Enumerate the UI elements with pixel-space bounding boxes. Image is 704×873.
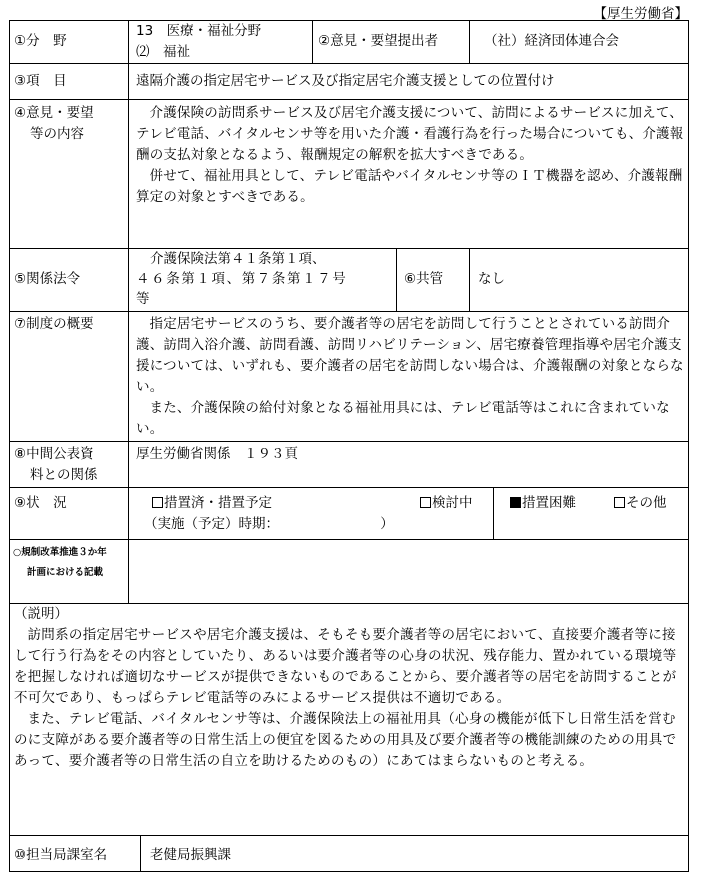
system-overview-label: ⑦制度の概要 <box>14 316 94 332</box>
explanation-paragraph: 訪問系の指定居宅サービスや居宅介護支援は、そもそも要介護者等の居宅において、直接要介護者等に接して行う行為をその内容としていたり、あるいは要介護者等の心身の状況、残存能力、置かれている環境等を把握しなければ適切なサービスが提供できないものであることから、要介護者等の居宅を訪問することが不可欠であり、もっぱらテレビ電話等のみによるサービス提供は不適切である。 <box>14 627 677 706</box>
status-option-other <box>614 493 667 514</box>
related-laws-label: ⑤関係法令 <box>14 271 81 287</box>
implementation-date: （実施（予定）時期： ） <box>144 516 394 532</box>
field-label: ①分 野 <box>14 33 67 49</box>
explanation-content <box>14 625 686 772</box>
request-label-line1: ④意見・要望 <box>14 105 94 121</box>
status-label: ⑨状 況 <box>14 495 67 511</box>
explanation-paragraph: また、テレビ電話、バイタルセンサ等は、介護保険法上の福祉用具（心身の機能が低下し日常生活を営むのに支障がある要介護者等の日常生活上の便宜を図るための用具及び要介護者等の機能訓練のための用具であって、要介護者等の日常生活の自立を助けるためのもの）にあてはまらないものと考える。 <box>14 711 677 769</box>
interim-report-label-line2: 料との関係 <box>30 467 98 483</box>
system-overview-paragraph: 指定居宅サービスのうち、要介護者等の居宅を訪問して行うこととされている訪問介護、訪問入浴介護、訪問看護、訪問リハビリテーション、居宅療養管理指導や居宅介護支援については、いずれも、要介護者の居宅を訪問しない場合は、介護報酬の対象とならない。 <box>136 316 684 395</box>
field-value-line1: 13 医療・福祉分野 <box>136 23 262 39</box>
item-value: 遠隔介護の指定居宅サービス及び指定居宅介護支援としての位置付け <box>136 73 555 89</box>
request-paragraph: 併せて、福祉用具として、テレビ電話やバイタルセンサ等のＩＴ機器を認め、介護報酬算定の対象とすべきである。 <box>136 168 683 205</box>
submitter-label: ②意見・要望提出者 <box>318 33 439 49</box>
interim-report-value: 厚生労働省関係 １９３頁 <box>136 446 298 462</box>
status-option-label: 措置困難 <box>522 495 576 511</box>
request-paragraph: 介護保険の訪問系サービス及び居宅介護支援について、訪問によるサービスに加えて、テレビ電話、バイタルセンサ等を用いた介護・看護行為を行った場合についても、介護報酬の支払対象となるよう、報酬規定の解釈を拡大すべきである。 <box>136 105 684 163</box>
interim-report-label-line1: ⑧中間公表資 <box>14 446 94 462</box>
status-option-difficult <box>510 493 576 514</box>
joint-jurisdiction-value: なし <box>478 271 505 287</box>
status-option-label: その他 <box>626 495 667 511</box>
request-label-line2: 等の内容 <box>30 126 84 142</box>
status-option-label: 措置済・措置予定 <box>164 495 272 511</box>
ministry-label: 【厚生労働省】 <box>593 6 688 22</box>
system-overview-paragraph: また、介護保険の給付対象となる福祉用具には、テレビ電話等はこれに含まれていない。 <box>136 400 670 437</box>
checkbox-empty-icon <box>614 497 625 508</box>
request-content <box>136 103 684 208</box>
plan-label-line1: ○規制改革推進３か年 <box>13 547 107 558</box>
department-label: ⑩担当局課室名 <box>14 847 108 863</box>
status-option-label: 検討中 <box>432 495 473 511</box>
submitter-value: （社）経済団体連合会 <box>484 33 619 49</box>
checkbox-empty-icon <box>152 497 163 508</box>
joint-jurisdiction-label: ⑥共管 <box>404 271 444 287</box>
status-option-implemented <box>152 493 272 514</box>
system-overview-content <box>136 314 684 440</box>
checkbox-empty-icon <box>420 497 431 508</box>
related-laws-line2: ４６条第１項、第７条第１７号 <box>136 271 348 287</box>
item-label: ③項 目 <box>14 73 67 89</box>
checkbox-filled-icon <box>510 497 521 508</box>
status-option-under-review <box>420 493 473 514</box>
related-laws-line3: 等 <box>136 291 150 307</box>
department-value: 老健局振興課 <box>150 847 231 863</box>
related-laws-line1: 介護保険法第４１条第１項、 <box>150 251 326 267</box>
field-value-line2: ⑵ 福祉 <box>136 44 190 60</box>
explanation-heading: （説明） <box>14 606 68 622</box>
plan-label-line2: 計画における記載 <box>27 567 104 578</box>
